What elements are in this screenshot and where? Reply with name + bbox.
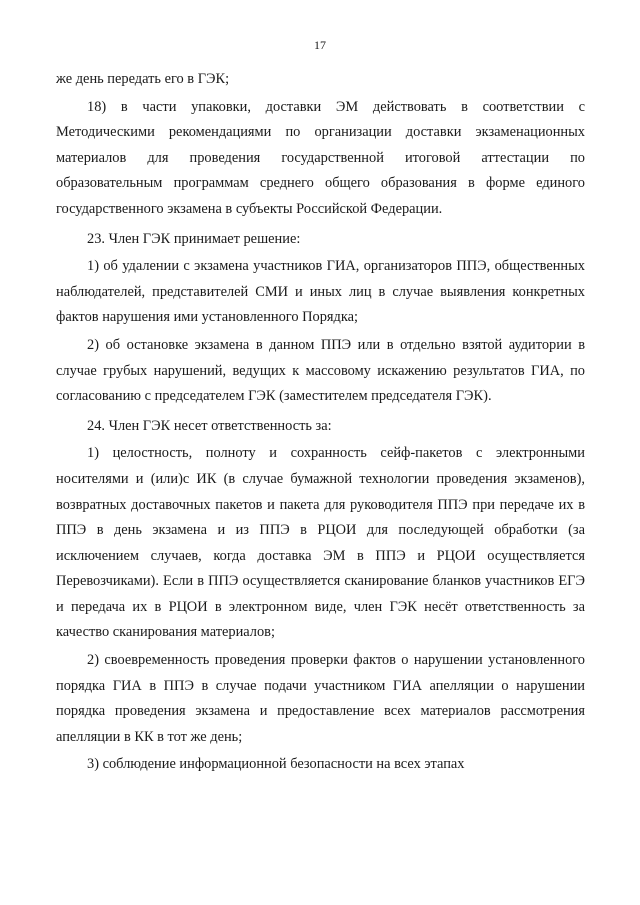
- paragraph-24-item-1: 1) целостность, полноту и сохранность сейф-пакетов с электронными носителями и (или)с ИК (в случае бумажной технологии проведения экзаменов), возвратных доставочных пакетов и пакета для руководителя ППЭ при передаче их в ППЭ в день экзамена и из ППЭ в РЦОИ для последующей обработки (за исключением случаев, когда доставка ЭМ в ППЭ и РЦОИ осуществляется Перевозчиками). Если в ППЭ осуществляется сканирование бланков участников ЕГЭ и передача их в РЦОИ в электронном виде, член ГЭК несёт ответственность за качество сканирования материалов;: [56, 445, 585, 641]
- paragraph-24-item-2: 2) своевременность проведения проверки фактов о нарушении установленного порядка ГИА в ППЭ в случае подачи участником ГИА апелляции о нарушении порядка проведения экзамена и предоставление всех материалов рассмотрения апелляции в КК в тот же день;: [56, 652, 585, 745]
- paragraph-23-item-2: 2) об остановке экзамена в данном ППЭ или в отдельно взятой аудитории в случае грубых нарушений, ведущих к массовому искажению результатов ГИА, по согласованию с председателем ГЭК (заместителем председателя ГЭК).: [56, 336, 585, 405]
- paragraph-24-item-3: 3) соблюдение информационной безопасности на всех этапах: [87, 756, 465, 773]
- document-body: [56, 67, 585, 780]
- paragraph-continuation: же день передать его в ГЭК;: [56, 71, 230, 87]
- paragraph-section-23: 23. Член ГЭК принимает решение:: [87, 230, 301, 247]
- paragraph-item-18: 18) в части упаковки, доставки ЭМ действовать в соответствии с Методическими рекомендациями по организации доставки экзаменационных материалов для проведения государственной итоговой аттестации по образовательным программам среднего общего образования в форме единого государственного экзамена в субъекты Российской Федерации.: [56, 98, 585, 217]
- page-number: 17: [314, 38, 326, 52]
- paragraph-section-24: 24. Член ГЭК несет ответственность за:: [87, 417, 332, 434]
- paragraph-23-item-1: 1) об удалении с экзамена участников ГИА, организаторов ППЭ, общественных наблюдателей, представителей СМИ и иных лиц в случае выявления конкретных фактов нарушения ими установленного Порядка;: [56, 258, 585, 326]
